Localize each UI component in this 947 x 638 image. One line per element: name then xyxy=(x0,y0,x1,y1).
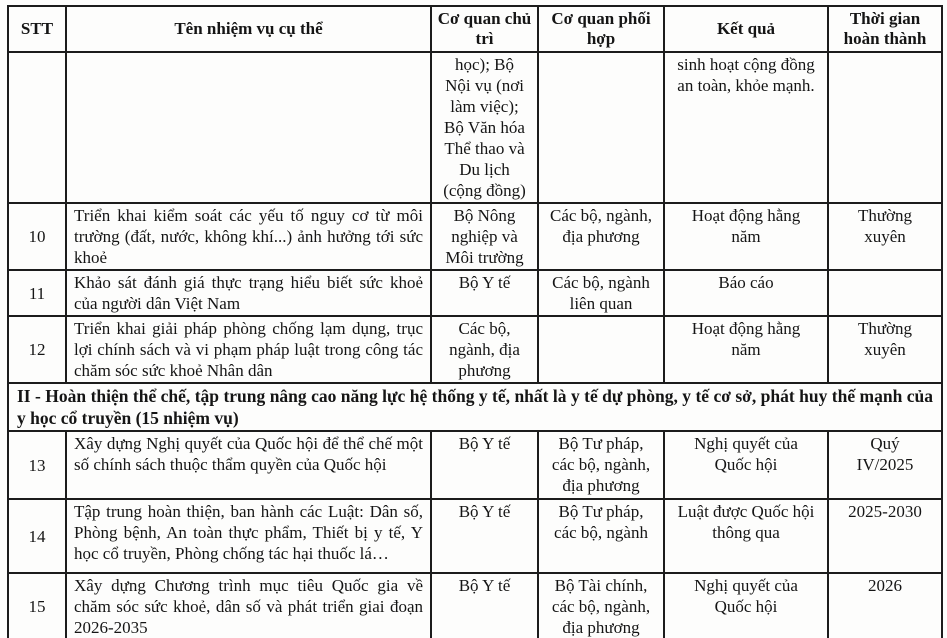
cell-task xyxy=(66,52,431,203)
table-row-13 xyxy=(8,431,942,499)
header-cell-deadline: Thời gian hoàn thành xyxy=(828,6,942,52)
header-cell-lead-agency: Cơ quan chủ trì xyxy=(431,6,538,52)
cell-deadline: 2025-2030 xyxy=(828,499,942,573)
cell-stt: 13 xyxy=(8,431,66,499)
cell-result: Báo cáo xyxy=(664,270,828,316)
task-assignment-table xyxy=(7,5,943,638)
cell-coordinating-agency: Bộ Tư pháp, các bộ, ngành, địa phương xyxy=(538,431,664,499)
table-row-14 xyxy=(8,499,942,573)
cell-task: Tập trung hoàn thiện, ban hành các Luật: Dân số, Phòng bệnh, An toàn thực phẩm, Thiết bị y tế, Y học cổ truyền, Phòng chống tác hại thuốc lá… xyxy=(66,499,431,573)
header-cell-task: Tên nhiệm vụ cụ thể xyxy=(66,6,431,52)
cell-task: Triển khai kiểm soát các yếu tố nguy cơ từ môi trường (đất, nước, không khí...) ảnh hưởng tới sức khoẻ xyxy=(66,203,431,270)
table-row-continuation xyxy=(8,52,942,203)
cell-result: Hoạt động hằng năm xyxy=(664,316,828,383)
cell-stt: 10 xyxy=(8,203,66,270)
table-header-row xyxy=(8,6,942,52)
cell-task: Khảo sát đánh giá thực trạng hiểu biết sức khoẻ của người dân Việt Nam xyxy=(66,270,431,316)
table-row-11 xyxy=(8,270,942,316)
cell-task: Xây dựng Nghị quyết của Quốc hội để thể chế một số chính sách thuộc thẩm quyền của Quốc hội xyxy=(66,431,431,499)
cell-lead-agency: Bộ Y tế xyxy=(431,573,538,638)
cell-deadline: Thường xuyên xyxy=(828,316,942,383)
cell-lead-agency: Bộ Nông nghiệp và Môi trường xyxy=(431,203,538,270)
cell-deadline: Quý IV/2025 xyxy=(828,431,942,499)
cell-coordinating-agency: Các bộ, ngành liên quan xyxy=(538,270,664,316)
cell-coordinating-agency: Bộ Tài chính, các bộ, ngành, địa phương xyxy=(538,573,664,638)
cell-result: Hoạt động hằng năm xyxy=(664,203,828,270)
cell-result: Nghị quyết của Quốc hội xyxy=(664,573,828,638)
cell-deadline xyxy=(828,270,942,316)
cell-result: sinh hoạt cộng đồng an toàn, khỏe mạnh. xyxy=(664,52,828,203)
table-row-12 xyxy=(8,316,942,383)
cell-stt: 12 xyxy=(8,316,66,383)
cell-deadline xyxy=(828,52,942,203)
header-cell-result: Kết quả xyxy=(664,6,828,52)
table-row-15 xyxy=(8,573,942,638)
cell-deadline: 2026 xyxy=(828,573,942,638)
cell-lead-agency: Các bộ, ngành, địa phương xyxy=(431,316,538,383)
section-header-row xyxy=(8,383,942,431)
cell-lead-agency: Bộ Y tế xyxy=(431,270,538,316)
cell-coordinating-agency: Các bộ, ngành, địa phương xyxy=(538,203,664,270)
cell-task: Xây dựng Chương trình mục tiêu Quốc gia về chăm sóc sức khoẻ, dân số và phát triển giai đoạn 2026-2035 xyxy=(66,573,431,638)
cell-result: Nghị quyết của Quốc hội xyxy=(664,431,828,499)
cell-deadline: Thường xuyên xyxy=(828,203,942,270)
cell-lead-agency: Bộ Y tế xyxy=(431,431,538,499)
cell-coordinating-agency: Bộ Tư pháp, các bộ, ngành xyxy=(538,499,664,573)
header-cell-stt: STT xyxy=(8,6,66,52)
cell-task: Triển khai giải pháp phòng chống lạm dụng, trục lợi chính sách và vi phạm pháp luật trong công tác chăm sóc sức khoẻ Nhân dân xyxy=(66,316,431,383)
table-row-10 xyxy=(8,203,942,270)
section-header-text: II - Hoàn thiện thể chế, tập trung nâng cao năng lực hệ thống y tế, nhất là y tế dự phòng, y tế cơ sở, phát huy thế mạnh của y học cổ truyền (15 nhiệm vụ) xyxy=(8,383,942,431)
cell-stt: 15 xyxy=(8,573,66,638)
cell-lead-agency: học); Bộ Nội vụ (nơi làm việc); Bộ Văn hóa Thể thao và Du lịch (cộng đồng) xyxy=(431,52,538,203)
cell-result: Luật được Quốc hội thông qua xyxy=(664,499,828,573)
header-cell-coordinating-agency: Cơ quan phối hợp xyxy=(538,6,664,52)
cell-lead-agency: Bộ Y tế xyxy=(431,499,538,573)
cell-stt xyxy=(8,52,66,203)
cell-coordinating-agency xyxy=(538,316,664,383)
cell-stt: 11 xyxy=(8,270,66,316)
cell-stt: 14 xyxy=(8,499,66,573)
cell-coordinating-agency xyxy=(538,52,664,203)
